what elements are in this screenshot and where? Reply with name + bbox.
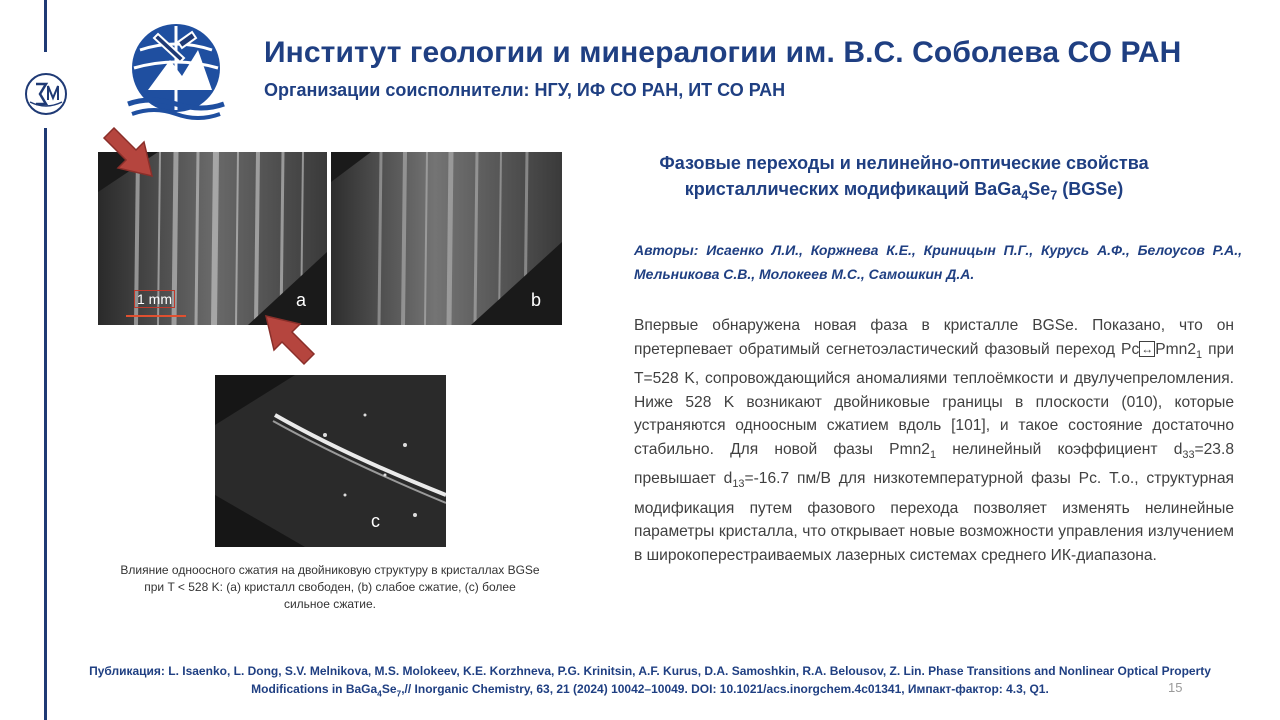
authors: Авторы: Исаенко Л.И., Коржнева К.Е., Криницын П.Г., Курусь А.Ф., Белоусов Р.А., Мельникова С.В., Молокеев М.С., Самошкин Д.А. (634, 242, 1242, 282)
double-arrow-icon: ↔ (1141, 341, 1154, 356)
side-emblem-icon (22, 70, 70, 118)
left-accent-line-top (44, 0, 47, 52)
arrow-down-right-icon (100, 124, 160, 184)
scale-bar (126, 315, 186, 317)
arrow-up-left-icon (258, 308, 318, 368)
publication-reference: Публикация: L. Isaenko, L. Dong, S.V. Melnikova, M.S. Molokeev, K.E. Korzhneva, P.G. Krinitsin, A.F. Kurus, D.A. Samoshkin, R.A. Belousov, Z. Lin. Phase Transitions and Nonlinear Optical Property Modifications in $BaGa_4Se_7,//$ Inorganic Chemistry, 63, 21 (2024) 10042–10049. DOI: 10.1021/acs.inorgchem.4c01341, Импакт-фактор: 4.3, Q1. (89, 664, 1211, 699)
abstract-text: Впервые обнаружена новая фаза в кристалле BGSe. Показано, что он претерпевает обратимый сегнетоэластический фазовый переход Pc ↔ $Pmn2_1$ при T=528 K, сопровождающийся аномалиями теплоёмкости и двулучепреломления. Ниже 528 K возникают двойниковые границы в плоскости (010), которые устраняются одноосным сжатием вдоль [101], и такое состояние достаточно стабильно. Для новой фазы $Pmn2_1$ нелинейный коэффициент $d_{33}=23.8$ превышает $d_{13}=-16.7$ пм/В для низкотемпературной фазы Pc. Т.о., структурная модификация путем фазового перехода позволяет изменять нелинейные параметры кристалла, что открывает новые возможности управления излучением в широкоперестраиваемых лазерных системах среднего ИК-диапазона. (634, 317, 1235, 564)
page-title: Институт геологии и минералогии им. В.С. Соболева СО РАН (264, 36, 1182, 69)
institute-logo (120, 20, 232, 120)
panel-label-c: c (371, 511, 380, 531)
article-title-line1: Фазовые переходы и нелинейно-оптические свойства (659, 153, 1149, 173)
micrograph-b (331, 152, 562, 325)
scale-label: 1 mm (134, 290, 175, 308)
panel-label-a: a (296, 290, 307, 310)
figure-caption: Влияние одноосного сжатия на двойниковую структуру в кристаллах BGSe при T < 528 K: (a) кристалл свободен, (b) слабое сжатие, (c) более сильное сжатие. (120, 563, 540, 611)
page-number: 15 (1168, 680, 1183, 695)
micrograph-c (215, 375, 446, 547)
article-title-line2: кристаллических модификаций $BaGa_4Se_7$ (BGSe) (684, 179, 1124, 203)
article-title (596, 150, 1212, 209)
page-subtitle: Организации соисполнители: НГУ, ИФ СО РАН, ИТ СО РАН (264, 80, 786, 100)
left-accent-line-bottom (44, 128, 47, 720)
panel-label-b: b (531, 290, 542, 310)
